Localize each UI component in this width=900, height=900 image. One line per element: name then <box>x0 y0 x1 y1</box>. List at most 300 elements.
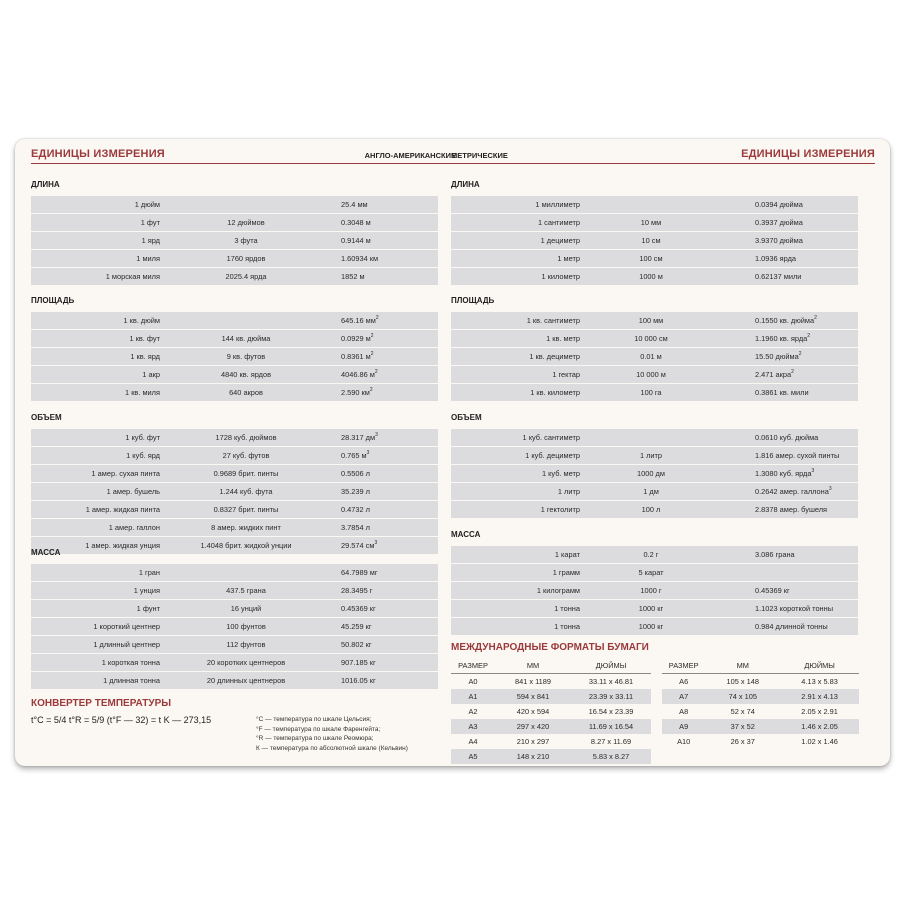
unit-equivalent: 0.01 м <box>640 352 662 361</box>
conversion-cell <box>341 384 373 401</box>
unit-name: 1 короткий центнер <box>93 622 160 631</box>
conversion-value: 15.50 дюйма <box>755 352 799 361</box>
table-row <box>31 384 438 402</box>
section-2 <box>31 412 438 555</box>
table-row <box>31 366 438 384</box>
conversion-value: 1.60934 км <box>341 254 379 263</box>
paper-size: A5 <box>468 752 478 761</box>
paper-mm: 26 x 37 <box>730 737 755 746</box>
paper-mm: 37 x 52 <box>730 722 755 731</box>
unit-equivalent: 112 фунтов <box>226 640 266 649</box>
unit-exponent: 2 <box>375 315 379 321</box>
table-row <box>31 214 438 232</box>
unit-exponent: 2 <box>370 333 374 339</box>
paper-row <box>662 734 859 749</box>
conversion-cell <box>341 618 372 635</box>
unit-name: 1 длинный центнер <box>93 640 160 649</box>
temperature-title: КОНВЕРТЕР ТЕМПЕРАТУРЫ <box>31 698 172 709</box>
section-3 <box>31 547 438 690</box>
unit-equivalent: 144 кв. дюйма <box>221 334 271 343</box>
unit-equivalent: 10 мм <box>640 218 662 227</box>
conversion-cell <box>341 501 370 518</box>
table-row <box>451 429 858 447</box>
unit-exponent: 2 <box>369 387 373 393</box>
section-heading: ОБЪЕМ <box>31 413 62 422</box>
table-row <box>31 600 438 618</box>
conversion-cell <box>755 268 801 285</box>
unit-name: 1 куб. дециметр <box>525 451 580 460</box>
paper-size: A2 <box>468 707 478 716</box>
column-header: ДЮЙМЫ <box>804 661 835 670</box>
paper-row <box>451 689 651 704</box>
paper-row <box>451 719 651 734</box>
left-title: ЕДИНИЦЫ ИЗМЕРЕНИЯ <box>31 148 165 160</box>
unit-equivalent: 0.8327 брит. пинты <box>213 505 279 514</box>
column-header: РАЗМЕР <box>668 661 699 670</box>
unit-equivalent: 3 фута <box>234 236 258 245</box>
unit-name: 1 куб. сантиметр <box>522 433 580 442</box>
conversion-cell <box>755 483 832 500</box>
table-row <box>31 483 438 501</box>
conversion-value: 0.8361 м <box>341 352 371 361</box>
unit-equivalent: 1.4048 брит. жидкой унции <box>200 541 292 550</box>
conversion-value: 28.3495 г <box>341 586 373 595</box>
unit-name: 1 короткая тонна <box>101 658 160 667</box>
unit-name: 1 дециметр <box>540 236 580 245</box>
conversion-value: 1.0936 ярда <box>755 254 797 263</box>
conversion-cell <box>755 312 817 329</box>
conversion-cell <box>755 465 814 482</box>
unit-equivalent: 4840 кв. ярдов <box>220 370 272 379</box>
section-2 <box>451 412 858 519</box>
paper-inches: 5.83 x 8.27 <box>592 752 630 761</box>
paper-inches: 11.69 x 16.54 <box>588 722 634 731</box>
conversion-value: 1016.05 кг <box>341 676 376 685</box>
unit-exponent: 3 <box>374 540 378 546</box>
conversion-value: 1.1023 короткой тонны <box>755 604 834 613</box>
conversion-cell <box>755 384 809 401</box>
conversion-cell <box>341 250 378 267</box>
conversion-cell <box>341 312 379 329</box>
unit-equivalent: 20 длинных центнеров <box>206 676 286 685</box>
note-reaumur: °R — температура по шкале Реомюра; <box>256 735 374 742</box>
conversion-value: 0.3861 кв. мили <box>755 388 809 397</box>
paper-row <box>662 689 859 704</box>
conversion-value: 45.259 кг <box>341 622 372 631</box>
table-row <box>451 366 858 384</box>
column-header: ДЮЙМЫ <box>595 661 627 670</box>
unit-equivalent: 12 дюймов <box>227 218 265 227</box>
conversion-cell <box>341 196 368 213</box>
conversion-cell <box>341 268 365 285</box>
unit-exponent: 2 <box>798 351 802 357</box>
paper-formats-title: МЕЖДУНАРОДНЫЕ ФОРМАТЫ БУМАГИ <box>451 642 649 653</box>
conversion-value: 0.765 м <box>341 451 367 460</box>
paper-inches: 8.27 x 11.69 <box>590 737 632 746</box>
unit-equivalent: 1 литр <box>639 451 663 460</box>
unit-equivalent: 10 см <box>641 236 661 245</box>
conversion-cell <box>755 232 803 249</box>
unit-equivalent: 9 кв. футов <box>226 352 266 361</box>
unit-name: 1 кв. сантиметр <box>526 316 580 325</box>
unit-equivalent: 1 дм <box>643 487 659 496</box>
conversion-value: 2.471 акра <box>755 370 792 379</box>
section-heading: ОБЪЕМ <box>451 413 482 422</box>
paper-mm: 594 x 841 <box>516 692 550 701</box>
paper-size: A7 <box>679 692 689 701</box>
conversion-value: 0.3048 м <box>341 218 371 227</box>
conversion-value: 1.816 амер. сухой пинты <box>755 451 840 460</box>
unit-name: 1 амер. жидкая унция <box>85 541 160 550</box>
conversion-cell <box>341 232 371 249</box>
table-row <box>31 348 438 366</box>
conversion-value: 25.4 мм <box>341 200 368 209</box>
conversion-value: 0.1550 кв. дюйма <box>755 316 815 325</box>
paper-inches: 2.05 x 2.91 <box>801 707 838 716</box>
note-kelvin: К — температура по абсолютной шкале (Кельвин) <box>256 744 408 752</box>
unit-name: 1 миллиметр <box>535 200 580 209</box>
paper-mm: 52 x 74 <box>730 707 755 716</box>
table-row <box>31 330 438 348</box>
conversion-value: 3.086 грана <box>755 550 795 559</box>
paper-row <box>451 704 651 719</box>
unit-equivalent: 2025.4 ярда <box>225 272 267 281</box>
unit-equivalent: 1000 кг <box>638 604 664 613</box>
unit-name: 1 кв. метр <box>546 334 580 343</box>
paper-mm: 74 x 105 <box>728 692 757 701</box>
conversion-cell <box>755 366 794 383</box>
section-0 <box>31 179 438 286</box>
unit-equivalent: 100 л <box>641 505 661 514</box>
section-3 <box>451 529 858 636</box>
unit-equivalent: 1000 м <box>639 272 663 281</box>
paper-size: A9 <box>679 722 689 731</box>
conversion-cell <box>341 465 370 482</box>
unit-name: 1 килограмм <box>536 586 580 595</box>
note-fahrenheit: °F — температура по шкале Фаренгейта; <box>256 725 381 733</box>
unit-name: 1 тонна <box>554 604 580 613</box>
unit-name: 1 гектолитр <box>540 505 580 514</box>
unit-equivalent: 100 см <box>639 254 663 263</box>
paper-size: A0 <box>468 677 478 686</box>
conversion-value: 0.0394 дюйма <box>755 200 803 209</box>
conversion-value: 2.8378 амер. бушеля <box>755 505 828 514</box>
unit-exponent: 3 <box>811 468 815 474</box>
unit-name: 1 кв. ярд <box>130 352 160 361</box>
paper-inches: 23.39 x 33.11 <box>588 692 634 701</box>
paper-mm: 210 x 297 <box>516 737 550 746</box>
table-row <box>31 232 438 250</box>
unit-name: 1 куб. фут <box>125 433 160 442</box>
conversion-cell <box>341 636 372 653</box>
left-subtitle: АНГЛО-АМЕРИКАНСКИЕ <box>364 151 456 160</box>
conversion-cell <box>341 429 378 446</box>
unit-name: 1 фут <box>140 218 160 227</box>
conversion-value: 29.574 см <box>341 541 375 550</box>
conversion-value: 4046.86 м <box>341 370 375 379</box>
section-heading: ДЛИНА <box>31 180 60 189</box>
table-row <box>451 196 858 214</box>
section-heading: ПЛОЩАДЬ <box>451 296 495 305</box>
unit-equivalent: 100 га <box>640 388 662 397</box>
conversion-value: 0.4732 л <box>341 505 370 514</box>
unit-name: 1 километр <box>541 272 580 281</box>
unit-equivalent: 16 унций <box>230 604 262 613</box>
unit-equivalent: 1728 куб. дюймов <box>215 433 277 442</box>
paper-row <box>451 674 651 689</box>
unit-equivalent: 0.2 г <box>643 550 659 559</box>
right-divider <box>451 163 875 164</box>
paper-row <box>662 704 859 719</box>
unit-name: 1 сантиметр <box>537 218 580 227</box>
paper-table-a0-a5 <box>451 658 651 764</box>
conversion-value: 0.984 длинной тонны <box>755 622 828 631</box>
conversion-cell <box>755 250 796 267</box>
table-row <box>451 214 858 232</box>
paper-row <box>662 674 859 689</box>
conversion-value: 1.1960 кв. ярда <box>755 334 808 343</box>
conversion-cell <box>755 196 803 213</box>
conversion-cell <box>755 348 802 365</box>
section-heading: МАССА <box>31 548 61 557</box>
conversion-value: 0.2642 амер. галлона <box>755 487 829 496</box>
paper-inches: 1.46 x 2.05 <box>801 722 838 731</box>
table-row <box>451 348 858 366</box>
table-row <box>451 501 858 519</box>
conversion-cell <box>341 564 378 581</box>
conversion-cell <box>755 447 839 464</box>
table-row <box>451 384 858 402</box>
unit-name: 1 куб. метр <box>541 469 580 478</box>
conversion-value: 50.802 кг <box>341 640 372 649</box>
conversion-cell <box>341 672 376 689</box>
conversion-cell <box>341 654 376 671</box>
unit-name: 1 амер. бушель <box>106 487 160 496</box>
unit-name: 1 куб. ярд <box>126 451 160 460</box>
unit-name: 1 карат <box>554 550 580 559</box>
table-row <box>451 465 858 483</box>
conversion-value: 1.3080 куб. ярда <box>755 469 812 478</box>
unit-name: 1 ярд <box>141 236 160 245</box>
table-row <box>31 654 438 672</box>
table-row <box>31 582 438 600</box>
unit-equivalent: 8 амер. жидких пинт <box>211 523 281 532</box>
conversion-value: 3.9370 дюйма <box>755 236 803 245</box>
table-row <box>31 250 438 268</box>
section-1 <box>451 295 858 402</box>
conversion-value: 0.5506 л <box>341 469 370 478</box>
table-row <box>31 465 438 483</box>
paper-mm: 420 x 594 <box>516 707 550 716</box>
conversion-value: 645.16 мм <box>341 316 376 325</box>
conversion-cell <box>755 582 790 599</box>
unit-name: 1 амер. сухая пинта <box>91 469 160 478</box>
section-heading: ПЛОЩАДЬ <box>31 296 75 305</box>
unit-name: 1 кв. дюйм <box>123 316 160 325</box>
paper-table-header <box>662 658 859 674</box>
unit-name: 1 кв. километр <box>530 388 580 397</box>
section-1 <box>31 295 438 402</box>
table-row <box>31 312 438 330</box>
note-celsius: °C — температура по шкале Цельсия; <box>256 716 372 723</box>
unit-exponent: 2 <box>814 315 817 321</box>
section-heading: МАССА <box>451 530 481 539</box>
paper-inches: 1.02 x 1.46 <box>801 737 838 746</box>
table-row <box>31 519 438 537</box>
paper-inches: 2.91 x 4.13 <box>801 692 838 701</box>
paper-mm: 841 x 1189 <box>514 677 552 686</box>
unit-name: 1 морская миля <box>105 272 160 281</box>
table-row <box>451 600 858 618</box>
paper-row <box>451 734 651 749</box>
unit-exponent: 2 <box>807 333 811 339</box>
conversion-cell <box>341 348 374 365</box>
column-header: ММ <box>526 661 540 670</box>
unit-name: 1 кв. миля <box>125 388 160 397</box>
conversion-cell <box>755 330 810 347</box>
conversion-cell <box>755 214 803 231</box>
paper-mm: 148 x 210 <box>516 752 550 761</box>
table-row <box>451 268 858 286</box>
left-divider <box>31 163 456 164</box>
unit-equivalent: 100 фунтов <box>226 622 266 631</box>
table-row <box>451 582 858 600</box>
unit-name: 1 кв. дециметр <box>529 352 580 361</box>
unit-equivalent: 437.5 грана <box>226 586 266 595</box>
conversion-cell <box>341 447 369 464</box>
column-header: ММ <box>736 661 749 670</box>
paper-row <box>662 719 859 734</box>
table-row <box>31 447 438 465</box>
conversion-cell <box>341 483 370 500</box>
conversion-cell <box>755 600 833 617</box>
conversion-cell <box>755 618 828 635</box>
paper-table-a6-a10 <box>662 658 859 749</box>
conversion-cell <box>341 582 372 599</box>
conversion-cell <box>755 429 818 446</box>
unit-equivalent: 1000 г <box>640 586 662 595</box>
unit-name: 1 кв. фут <box>129 334 160 343</box>
paper-mm: 297 x 420 <box>516 722 550 731</box>
paper-inches: 16.54 x 23.39 <box>588 707 634 716</box>
paper-size: A8 <box>679 707 689 716</box>
unit-equivalent: 0.9689 брит. пинты <box>213 469 279 478</box>
unit-exponent: 3 <box>828 486 832 492</box>
unit-equivalent: 1000 кг <box>638 622 664 631</box>
paper-size: A1 <box>468 692 478 701</box>
paper-table-header <box>451 658 651 674</box>
unit-exponent: 3 <box>366 450 370 456</box>
unit-equivalent: 10 000 см <box>634 334 668 343</box>
unit-name: 1 гектар <box>552 370 580 379</box>
unit-name: 1 фунт <box>136 604 160 613</box>
conversion-value: 28.317 дм <box>341 433 376 442</box>
table-row <box>31 618 438 636</box>
table-row <box>31 429 438 447</box>
table-row <box>31 268 438 286</box>
conversion-value: 907.185 кг <box>341 658 376 667</box>
unit-name: 1 дюйм <box>134 200 160 209</box>
unit-name: 1 грамм <box>552 568 580 577</box>
table-row <box>451 232 858 250</box>
table-row <box>451 250 858 268</box>
unit-name: 1 литр <box>557 487 580 496</box>
table-row <box>451 483 858 501</box>
unit-name: 1 амер. жидкая пинта <box>85 505 160 514</box>
unit-name: 1 акр <box>142 370 160 379</box>
unit-equivalent: 1760 ярдов <box>226 254 266 263</box>
unit-exponent: 2 <box>374 369 378 375</box>
conversion-cell <box>341 330 374 347</box>
unit-equivalent: 10 000 м <box>636 370 666 379</box>
table-row <box>451 546 858 564</box>
paper-size: A6 <box>679 677 689 686</box>
unit-exponent: 3 <box>375 432 378 438</box>
conversion-value: 0.45369 кг <box>341 604 376 613</box>
conversion-value: 0.3937 дюйма <box>755 218 803 227</box>
unit-name: 1 длинная тонна <box>103 676 160 685</box>
unit-name: 1 метр <box>557 254 580 263</box>
table-row <box>31 501 438 519</box>
conversion-value: 0.0929 м <box>341 334 371 343</box>
conversion-cell <box>341 366 378 383</box>
temperature-notes <box>256 715 408 753</box>
paper-size: A4 <box>468 737 478 746</box>
column-header: РАЗМЕР <box>458 661 488 670</box>
table-row <box>31 636 438 654</box>
table-row <box>451 312 858 330</box>
unit-equivalent: 1.244 куб. фута <box>219 487 273 496</box>
table-row <box>451 564 858 582</box>
unit-equivalent: 100 мм <box>638 316 664 325</box>
conversion-cell <box>341 519 370 536</box>
unit-equivalent: 20 коротких центнеров <box>206 658 286 667</box>
section-0 <box>451 179 858 286</box>
conversion-value: 0.62137 мили <box>755 272 802 281</box>
conversion-value: 0.0610 куб. дюйма <box>755 433 819 442</box>
unit-exponent: 2 <box>370 351 374 357</box>
unit-exponent: 2 <box>791 369 794 375</box>
unit-equivalent: 27 куб. футов <box>222 451 270 460</box>
unit-equivalent: 640 акров <box>229 388 263 397</box>
conversion-cell <box>341 214 371 231</box>
conversion-cell <box>755 501 827 518</box>
conversion-value: 35.239 л <box>341 487 370 496</box>
conversion-cell <box>341 600 376 617</box>
paper-inches: 33.11 x 46.81 <box>588 677 634 686</box>
table-row <box>31 672 438 690</box>
paper-inches: 4.13 x 5.83 <box>801 677 838 686</box>
paper-size: A10 <box>677 737 691 746</box>
temperature-formula: t°C = 5/4 t°R = 5/9 (t°F — 32) = t K — 273,15 <box>31 715 212 725</box>
table-row <box>31 564 438 582</box>
paper-mm: 105 x 148 <box>726 677 759 686</box>
conversion-value: 64.7989 мг <box>341 568 378 577</box>
reference-card <box>15 139 890 766</box>
right-title: ЕДИНИЦЫ ИЗМЕРЕНИЯ <box>741 148 875 160</box>
conversion-cell <box>755 546 795 563</box>
conversion-value: 0.45369 кг <box>755 586 790 595</box>
conversion-value: 0.9144 м <box>341 236 371 245</box>
unit-name: 1 гран <box>138 568 160 577</box>
right-subtitle: МЕТРИЧЕСКИЕ <box>451 151 508 160</box>
table-row <box>451 330 858 348</box>
conversion-value: 2.590 км <box>341 388 370 397</box>
unit-equivalent: 1000 дм <box>637 469 665 478</box>
paper-row <box>451 749 651 764</box>
unit-equivalent: 5 карат <box>638 568 664 577</box>
unit-name: 1 унция <box>133 586 160 595</box>
